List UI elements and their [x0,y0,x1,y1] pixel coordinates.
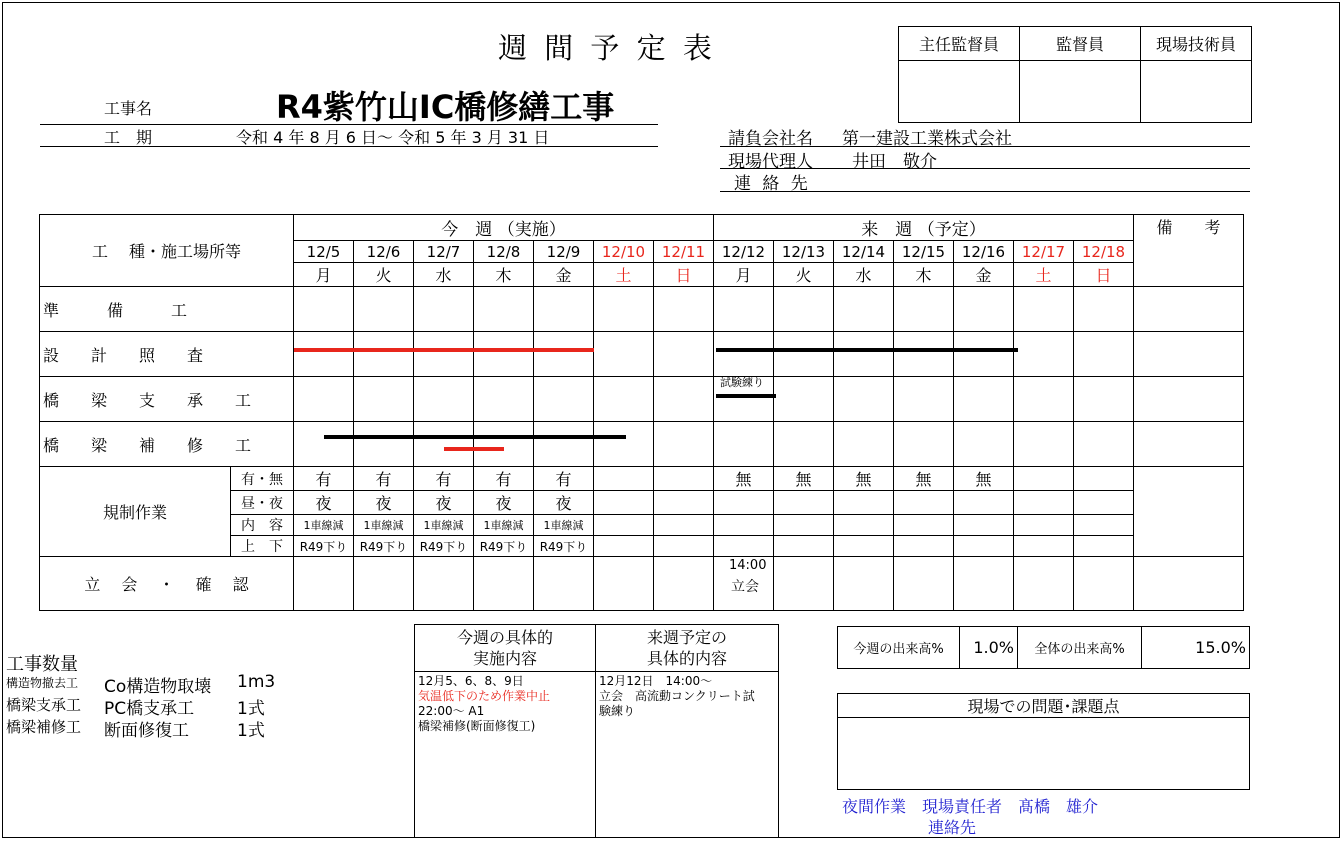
inspection-label: 立 会 ・ 確 認 [40,557,294,611]
regulation-cell [654,536,714,557]
project-name: R4紫竹山IC橋修繕工事 [276,88,615,126]
day-cell [774,422,834,467]
detail-line: 験練り [599,704,636,718]
approval-supervisor: 監督員 [1020,27,1141,61]
regulation-sub-label: 昼・夜 [231,491,294,515]
day-cell [954,332,1014,377]
day-cell [354,332,414,377]
weekday-cell: 火 [354,263,414,287]
detail-line: 気温低下のため作業中止 [418,689,551,703]
header-line: 具体的内容 [646,649,727,668]
quantity-category: 構造物撤去工 [6,676,79,690]
weekday-cell: 土 [594,263,654,287]
bearing-planned-bar [716,394,776,398]
regulation-cell: 無 [894,467,954,491]
inspection-cell [954,557,1014,611]
day-cell [534,332,594,377]
day-cell [294,422,354,467]
work-row-label: 橋 梁 支 承 工 [40,377,294,422]
regulation-cell [1074,467,1134,491]
day-cell [714,422,774,467]
issues-body [838,718,1250,790]
regulation-cell [894,491,954,515]
date-cell: 12/8 [474,241,534,263]
day-cell [414,422,474,467]
night-work-contact: 夜間作業 現場責任者 髙橋 雄介 [842,797,1099,816]
inspection-cell [294,557,354,611]
date-cell: 12/11 [654,241,714,263]
day-cell [474,422,534,467]
regulation-cell [1014,467,1074,491]
regulation-cell: 1車線減 [354,515,414,536]
day-cell [534,377,594,422]
regulation-cell: 夜 [354,491,414,515]
inspection-cell [534,557,594,611]
regulation-cell: 無 [774,467,834,491]
weekday-cell: 水 [414,263,474,287]
details-table [414,624,779,838]
day-cell [1074,287,1134,332]
regulation-cell [954,536,1014,557]
regulation-cell [834,515,894,536]
day-cell [354,377,414,422]
period-value: 令和 4 年 8 月 6 日～ 令和 5 年 3 月 31 日 [236,128,550,147]
inspection-cell [834,557,894,611]
divider [40,146,658,147]
approval-engineer: 現場技術員 [1141,27,1252,61]
work-row [40,377,1244,422]
day-cell [294,287,354,332]
day-cell [474,287,534,332]
weekday-cell: 日 [654,263,714,287]
regulation-cell: 有 [414,467,474,491]
regulation-cell: 有 [294,467,354,491]
day-cell [1014,422,1074,467]
regulation-cell [954,491,1014,515]
weekday-cell: 火 [774,263,834,287]
regulation-cell: 1車線減 [414,515,474,536]
design-review-planned-bar [716,348,1018,352]
regulation-cell [834,536,894,557]
regulation-cell: 無 [714,467,774,491]
remarks-cell [1134,332,1244,377]
work-row [40,422,1244,467]
next-week-header: 来 週 （予定） [714,215,1134,241]
regulation-cell [774,536,834,557]
stamp-box [1141,61,1252,123]
detail-line: 12月5、6、8、9日 [418,674,524,688]
date-cell: 12/17 [1014,241,1074,263]
quantity-name: Co構造物取壊 [104,677,212,697]
regulation-cell [954,515,1014,536]
bearing-note: 試験練り [720,376,764,389]
quantity-amount: 1m3 [237,672,276,692]
inspection-cell [654,557,714,611]
day-cell [954,377,1014,422]
inspection-cell [594,557,654,611]
day-cell [774,332,834,377]
quantity-category: 橋梁支承工 [6,696,82,714]
stamp-box [1020,61,1141,123]
regulation-cell [894,536,954,557]
this-week-header: 今 週 （実施） [294,215,714,241]
divider [720,191,1250,192]
total-progress-value: 15.0% [1142,627,1250,669]
weekday-cell: 木 [894,263,954,287]
inspection-cell [414,557,474,611]
regulation-cell: 夜 [294,491,354,515]
quantity-name: 断面修復工 [104,721,189,741]
work-row-label: 橋 梁 補 修 工 [40,422,294,467]
stamp-box [899,61,1020,123]
regulation-sub-label: 上 下 [231,536,294,557]
weekday-cell: 月 [294,263,354,287]
company-label: 請負会社名 [728,129,813,149]
regulation-cell [594,467,654,491]
week-progress-label: 今週の出来高% [838,627,960,669]
day-cell [894,332,954,377]
repair-planned-bar [324,435,626,439]
header-line: 今週の具体的 [456,628,553,647]
regulation-cell: 夜 [474,491,534,515]
progress-table [837,626,1250,669]
regulation-cell: R49下り [354,536,414,557]
date-cell: 12/7 [414,241,474,263]
work-row [40,287,1244,332]
day-cell [954,422,1014,467]
remarks-cell [1134,557,1244,611]
work-row-label: 設 計 照 査 [40,332,294,377]
day-cell [294,332,354,377]
quantity-amount: 1式 [237,721,265,741]
day-cell [414,332,474,377]
detail-line: 橋梁補修(断面修復工) [418,719,536,733]
regulation-sub-label: 内 容 [231,515,294,536]
schedule-table [39,214,1244,611]
detail-line: 立会 高流動コンクリート試 [599,689,755,703]
remarks-cell [1134,377,1244,422]
regulation-cell: 1車線減 [294,515,354,536]
inspection-text: 立会 [731,579,759,595]
day-cell [894,377,954,422]
regulation-cell [1014,515,1074,536]
approval-table [898,26,1252,123]
regulation-cell: 有 [534,467,594,491]
day-cell [474,332,534,377]
regulation-cell [1074,515,1134,536]
regulation-cell: 無 [954,467,1014,491]
regulation-cell: R49下り [294,536,354,557]
regulation-cell [774,491,834,515]
regulation-cell [894,515,954,536]
regulation-cell: 有 [474,467,534,491]
regulation-cell: 1車線減 [474,515,534,536]
day-cell [654,422,714,467]
day-cell [774,287,834,332]
day-cell [594,287,654,332]
weekday-cell: 土 [1014,263,1074,287]
regulation-cell [834,491,894,515]
weekday-cell: 木 [474,263,534,287]
day-cell [834,422,894,467]
weekday-cell: 金 [534,263,594,287]
regulation-cell: R49下り [414,536,474,557]
detail-line: 12月12日 14:00～ [599,674,713,688]
date-cell: 12/9 [534,241,594,263]
day-cell [714,332,774,377]
day-cell [1014,332,1074,377]
company-value: 第一建設工業株式会社 [842,129,1012,149]
remarks-header: 備 考 [1134,215,1244,287]
regulation-cell [594,515,654,536]
regulation-cell [714,491,774,515]
day-cell [654,287,714,332]
next-week-details [596,672,779,838]
next-week-details-header [596,625,779,672]
day-cell [594,332,654,377]
regulation-cell [1014,536,1074,557]
night-work-contact-line2: 連絡先 [928,818,977,837]
page-title: 週 間 予 定 表 [498,31,716,65]
quantity-amount: 1式 [237,699,265,719]
date-cell: 12/14 [834,241,894,263]
day-cell [774,377,834,422]
date-cell: 12/5 [294,241,354,263]
inspection-time: 14:00 [729,558,767,573]
regulation-cell [1074,536,1134,557]
day-cell [474,377,534,422]
regulation-cell: 有 [354,467,414,491]
day-cell [954,287,1014,332]
weekday-cell: 水 [834,263,894,287]
date-cell: 12/12 [714,241,774,263]
contact-label: 連 絡 先 [734,174,811,194]
day-cell [594,377,654,422]
regulation-cell [1074,491,1134,515]
day-cell [414,377,474,422]
weekday-cell: 日 [1074,263,1134,287]
day-cell [414,287,474,332]
day-cell [834,332,894,377]
design-review-actual-bar [294,348,594,352]
day-cell [1074,377,1134,422]
this-week-details-header [415,625,596,672]
day-cell [594,422,654,467]
inspection-cell [1074,557,1134,611]
agent-value: 井田 敬介 [852,152,937,172]
day-cell [1074,332,1134,377]
date-cell: 12/15 [894,241,954,263]
this-week-details [415,672,596,838]
regulation-cell: 1車線減 [534,515,594,536]
remarks-cell [1134,422,1244,467]
quantity-name: PC橋支承工 [104,699,195,719]
regulation-cell [714,536,774,557]
quantities-title: 工事数量 [6,654,78,675]
regulation-cell [774,515,834,536]
day-cell [294,377,354,422]
regulation-cell: R49下り [534,536,594,557]
day-cell [1014,287,1074,332]
regulation-cell: 夜 [414,491,474,515]
remarks-cell [1134,467,1244,557]
inspection-cell [354,557,414,611]
regulation-cell [654,491,714,515]
weekday-cell: 金 [954,263,1014,287]
week-progress-value: 1.0% [960,627,1018,669]
day-cell [834,287,894,332]
date-cell: 12/10 [594,241,654,263]
inspection-cell [894,557,954,611]
inspection-cell [774,557,834,611]
day-cell [354,287,414,332]
remarks-cell [1134,287,1244,332]
regulation-cell [594,536,654,557]
date-cell: 12/13 [774,241,834,263]
issues-title: 現場での問題･課題点 [838,694,1250,718]
repair-actual-bar [444,447,504,451]
header-line: 実施内容 [472,649,537,668]
inspection-cell [1014,557,1074,611]
weekday-cell: 月 [714,263,774,287]
regulation-cell [1014,491,1074,515]
day-cell [534,287,594,332]
day-cell [894,287,954,332]
inspection-cell [474,557,534,611]
regulation-sub-label: 有・無 [231,467,294,491]
day-cell [534,422,594,467]
issues-table [837,693,1250,790]
regulation-cell: 無 [834,467,894,491]
regulation-cell: R49下り [474,536,534,557]
day-cell [654,332,714,377]
day-cell [1014,377,1074,422]
header-line: 来週予定の [646,628,727,647]
date-cell: 12/6 [354,241,414,263]
total-progress-label: 全体の出来高% [1018,627,1142,669]
regulation-cell [594,491,654,515]
quantity-category: 橋梁補修工 [6,718,82,736]
regulation-label: 規制作業 [40,467,231,557]
day-cell [834,377,894,422]
regulation-cell: 夜 [534,491,594,515]
day-cell [714,287,774,332]
period-label: 工 期 [104,128,153,147]
regulation-cell [654,467,714,491]
work-row [40,332,1244,377]
day-cell [1074,422,1134,467]
project-label: 工事名 [104,99,153,118]
day-cell [654,377,714,422]
day-cell [894,422,954,467]
detail-line: 22:00～ A1 [418,704,485,718]
date-cell: 12/16 [954,241,1014,263]
agent-label: 現場代理人 [728,152,813,172]
work-row-label: 準 備 工 [40,287,294,332]
approval-chief: 主任監督員 [899,27,1020,61]
work-type-header: 工 種・施工場所等 [40,215,294,287]
day-cell [354,422,414,467]
regulation-cell [714,515,774,536]
regulation-cell [654,515,714,536]
date-cell: 12/18 [1074,241,1134,263]
